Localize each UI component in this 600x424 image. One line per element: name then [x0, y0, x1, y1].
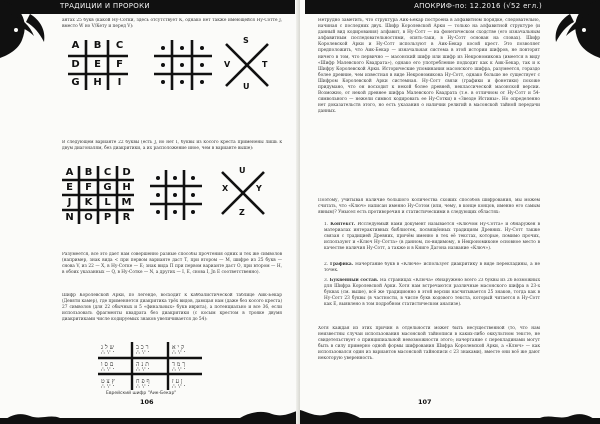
grid-letter: D [122, 166, 131, 178]
grid-letter: B [93, 39, 102, 51]
grid-letter: E [66, 181, 73, 193]
cross-letter: S [243, 36, 249, 45]
cross-letter: Y [256, 184, 262, 193]
right-page [300, 0, 600, 424]
svg-text:∴ ∵ ·: ∴ ∵ · [136, 349, 150, 356]
grid-letter: A [65, 166, 74, 178]
paragraph: Шифр Королевской Арки, по легенде, восходит к каббалистической таблице Аик-Бекар (Девяти камер), где применяется диакритика трёх видов, дающая нам (даже без косого креста) 27 символов (для 22 обычных и 5 «финальных» букв иврита), а потенциально и все 36, если использовать фрагменты квадрата без диакритики (с косым крестом в трояке двумя диакритиками числе кодируемых знаков увеличивается до 54): [62, 293, 282, 323]
grid-letter: L [104, 196, 111, 208]
grid-letter: B [84, 166, 93, 178]
grid-letter: M [121, 196, 132, 208]
list-text: Исследуемый нами документ называется «Ключом Ну-Сотта» и обнаружен в материалах интерактивных библиотек, посвящённых традициям Древних. Ну-Сотт также связан с традицией Древних, причём именно в тех её текстах, которые, помимо прочих, используют и «Ключ Ну-Сотта» (в данном, по-видимому, в Некрономиконе основное место в качестве наличия Ну-Сотт, а также и в Книге Дагона название «Ключ»). [324, 222, 540, 252]
dotted-pigpen-grid-9 [152, 36, 214, 94]
grid-letter: F [116, 58, 123, 70]
cross-letter: U [243, 82, 250, 91]
cross-letter: U [239, 166, 246, 175]
grid-letter: G [71, 76, 80, 88]
cross-letter: Z [239, 208, 245, 217]
running-header: ТРАДИЦИИ И ПРОРОКИ [60, 2, 150, 10]
figure-caption: Еврейский шифр "Аик-Бекар" [106, 391, 177, 396]
svg-text:∴ ∵ ·: ∴ ∵ · [172, 383, 186, 390]
paragraph: Поэтому, учитывая наличие большого количества схожих способов шифрования, мы можем считать, что «Ключ» написан именно Ну-Сотом (или, чему, в конце концов, именно его самым явным)? Умысел есть противоречия и статистическими в следующих областях: [318, 198, 540, 216]
page-number: 107 [418, 398, 432, 406]
list-number: 1. [324, 222, 329, 227]
grid-letter: O [84, 211, 93, 223]
paragraph: антах 25 букв (какой Ну-Сотки, здесь отсутствует К, однако нет также имеющейся Ну-Сотте J, вместо W но V/Кету и перед V): [62, 18, 282, 30]
svg-text:ץ צ ט: ץ צ ט [101, 378, 115, 385]
paragraph: Разумеется, всё это дает нам совершенно разные способы прочтения одних и тех же символов (например, знак вида < при первом варианте даст Т, при втором — M, шифре из 25 букв — снова V, из 22 — Х, в Ну-Сотке — Е; знак вида П при первом варианте даст О, при втором — Н, в обоих указанных — Q, в Ну-Сотке — N, а других — I, Е, снова I, Jn Е соответственно). [62, 252, 282, 276]
grid-letter: C [103, 166, 112, 178]
svg-text:∴ ∵ ·: ∴ ∵ · [136, 366, 150, 373]
list-title: Графика. [330, 262, 354, 267]
cross-letter: V [224, 60, 231, 69]
grid-letter: A [71, 39, 80, 51]
svg-text:ק י א: ק י א [172, 344, 185, 351]
svg-text:∴ ∵ ·: ∴ ∵ · [101, 383, 115, 390]
paragraph: Нетрудно заметить, что структура Аик-Бекар построена в алфавитном порядке, следовательно, начиная с последних двух. Шифр Королевской Арки — только на алфавитной структуре (и данный вид кодирования) алфавит, в Ну-Сотт — на фонетическом сходстве (его изначальным алфавитным последовательностями, опять-таки, в Ну-Сотт основан на словах). Шифр Королевской Арки и Ну-Сотт используют в Аик-Бекар косой крест. Это позволяет предположить, что Аик-Бекар — изначальная система в этой истории шифров, не повторят ничего в том, что первично — масонский шифр или шифр из Некрономикона (имеется в виду «Шифр Малевского Квадрата»), однако его употребление подходит как к Аик-Бекар, так и к Шифру Королевской Арки. Исторические упоминания масонского шифра, разумеется, гораздо более древние, чем известная в виде Некрономикона Ну-Сотт, однако больше не существует с Шифром Королевской Арки системная. Ну-Сотт связи (графики и фонетики) похоже придумано, что он восходит к некой более древней, неклассической масонской версии. Возможно, от некой древнее шифра Малевского Квадрата (т.е. в отличном от Ну-Сотт и 54-символьного — нежели символ кодировать ее Ну-Сотки) в «Звезде Истины». Но определенно нет доказательств этого, но есть указания о наличии религий в масонской тайной передачи данных. [318, 18, 540, 115]
cross-letter: X [222, 184, 229, 193]
svg-text:∴ ∵ ·: ∴ ∵ · [101, 349, 115, 356]
list-item [324, 222, 540, 259]
svg-text:ף פ ח: ף פ ח [136, 378, 150, 385]
grid-letter: I [117, 76, 122, 88]
list-item [324, 278, 540, 316]
list-text: Начертание букв в «Ключе» использует диакритику в виде перекладины, а не точек. [324, 262, 540, 274]
paragraph: Хотя каждая из этих причин в отдельности может быть несущественной (то, что нам неизвестны случаи использования масонской тайнописи в каких-либо оккультном тексте, не свидетельствует о принципиальной невозможности этого; начертание с перекладинами могут быть в силу примерно одной формы шифрования Шифра Королевской Арки, а «Ключ» — как использовался один из вариантов масонской тайнописи с 23 знаками), вместе они всё же дают некоторую уверенность. [318, 326, 540, 362]
svg-text:ש ל ג: ש ל ג [101, 344, 114, 351]
grid1-letters [66, 38, 132, 92]
grid-letter: N [65, 211, 74, 223]
list-title: Буквенный состав. [329, 278, 379, 283]
list-title: Контекст. [330, 222, 356, 227]
cross-letter: T [262, 60, 268, 69]
grid-letter: J [67, 196, 72, 208]
dotted-pigpen-grid-16 [148, 166, 204, 224]
list-number: 3. [324, 278, 329, 283]
svg-text:ך מ ד: ך מ ד [172, 361, 186, 368]
bottom-ornament-icon [0, 408, 300, 424]
svg-text:∴ ∵ ·: ∴ ∵ · [136, 383, 150, 390]
grid-letter: E [94, 58, 101, 70]
page-number: 106 [140, 398, 154, 406]
list-item [324, 262, 540, 275]
svg-text:∴ ∵ ·: ∴ ∵ · [172, 366, 186, 373]
svg-text:∴ ∵ ·: ∴ ∵ · [101, 366, 115, 373]
list-text: На страницах «Ключа» обнаружено всего 23 буквы из 26 возможных для Шифра Королевской Арки. Хотя нам встречаются различные масонского шифра в 23-х буквах (см. выше), всё же традиционно в этой версии насчитывается 25 знаков, тогда как в Ну-Сотт 23 буквы (в частности, в числе букв кодового текста, который читается в Ну-Сотт как Е, выявлено в том подробном статистическом анализе). [324, 278, 540, 308]
grid-letter: K [84, 196, 93, 208]
svg-text:ן ע ז: ן ע ז [172, 378, 183, 385]
grid-letter: G [103, 181, 112, 193]
grid-letter: D [71, 58, 80, 70]
grid-letter: C [115, 39, 124, 51]
grid-letter: P [103, 211, 112, 223]
svg-text:ר כ ב: ר כ ב [136, 344, 149, 351]
svg-text:ת נ ה: ת נ ה [136, 361, 149, 368]
grid-letter: H [122, 181, 131, 193]
svg-text:∴ ∵ ·: ∴ ∵ · [172, 349, 186, 356]
bottom-ornament-icon [300, 408, 600, 424]
running-header: АПОКРИФ-по: 12.2016 (√52 егл.) [414, 2, 542, 10]
list-number: 2. [324, 262, 329, 267]
svg-text:ם ס ו: ם ס ו [101, 361, 114, 368]
grid-letter: R [122, 211, 131, 223]
grid-letter: F [85, 181, 92, 193]
grid-letter: H [93, 76, 102, 88]
grid2-letters [60, 164, 136, 226]
paragraph: В следующем варианте 22 буквы (есть J, но нет I, буквы из косого креста применены лишь к двум диагоналям, без диакритики, а их расположение иное, чем в варианте выше): [62, 140, 282, 152]
hebrew-cipher-figure [96, 340, 204, 392]
